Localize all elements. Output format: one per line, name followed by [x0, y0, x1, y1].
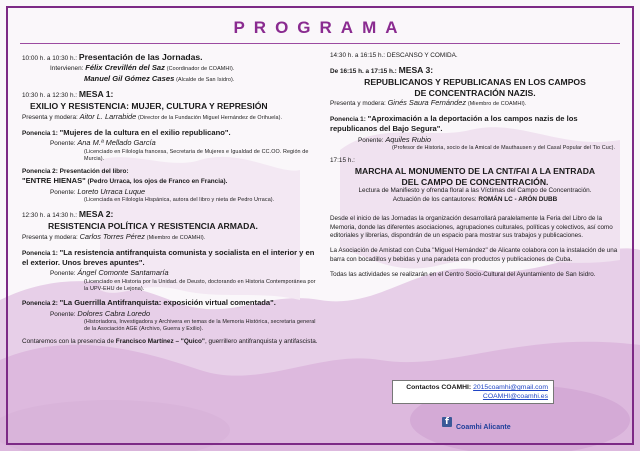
- info-paragraph-cuba: La Asociación de Amistad con Cuba "Miguel Hernández" de Alicante colabora con la instalación de una barra con bocadillos y bebidas y una paradeta con productos y publicaciones de Cuba.: [330, 247, 618, 263]
- ponente-label: Ponente:: [50, 188, 76, 196]
- speaker-name: Félix Crevillén del Saz: [85, 63, 165, 73]
- ponencia-title: "La Guerrilla Antifranquista: exposición virtual comentada".: [59, 298, 276, 308]
- ponente-name: Loreto Urraca Luque: [77, 186, 146, 196]
- ponencia-label: Ponencia 1:: [22, 249, 58, 257]
- ponente-label: Ponente:: [50, 140, 76, 148]
- ponente-name: Ángel Comonte Santamaría: [77, 268, 169, 278]
- time: De 16:15 h. a 17:15 h.:: [330, 68, 397, 76]
- block-descanso: [330, 52, 620, 60]
- ponente-label: Ponente:: [50, 270, 76, 278]
- ponente-name: Aquiles Rubio: [385, 134, 431, 144]
- contact-box: [392, 380, 554, 404]
- ponencia-label: Ponencia 2: Presentación del libro:: [22, 167, 129, 175]
- speaker-role: (Coordinador de COAMHI).: [166, 66, 235, 73]
- ponente-role: (Profesor de Historia, socio de la Amical de Mauthausen y del Casal Popular del Tio Cuc).: [392, 145, 616, 152]
- block-ponencia: [330, 114, 620, 152]
- moderator-role: (Miembro de COAMHI).: [467, 101, 527, 108]
- moderator-role: (Director de la Fundación Miguel Hernández de Orihuela).: [138, 115, 283, 122]
- info-paragraph-lugar: Todas las actividades se realizarán en el Centro Socio-Cultural del Ayuntamiento de San Isidro.: [330, 271, 596, 279]
- block-ponencia: [22, 128, 320, 163]
- title-divider: [20, 43, 620, 44]
- marcha-line2: Actuación de los cantautores:: [392, 195, 477, 203]
- info-paragraph-feria: Desde el inicio de las Jornadas la organización desarrollará paralelamente la Feria del Libro de la Memoria, donde las diferentes asociaciones, agrupaciones culturales, políticas y colectivos, así como editoriales y librerías, dispondrán de un espacio para mostrar sus trabajos y publicaciones.: [330, 215, 613, 240]
- footer-note: [22, 338, 320, 346]
- book-title: "ENTRE HIENAS": [22, 176, 86, 186]
- ponencia-title: "Aproximación a la deportación a los campos nazis de los republicanos del Bajo Segura".: [330, 113, 578, 134]
- time: 17:15 h.:: [330, 157, 355, 165]
- email-link-2[interactable]: COAMHI@coamhi.es: [482, 393, 548, 401]
- moderator-name: Carlos Torres Pérez: [79, 232, 146, 242]
- ponente-name: Ana M.ª Mellado García: [77, 138, 156, 148]
- ponente-label: Ponente:: [358, 136, 384, 144]
- block-mesa-3: [330, 65, 620, 108]
- mesa-title-line1: REPUBLICANOS Y REPUBLICANAS EN LOS CAMPOS: [364, 76, 586, 87]
- speaker-role: (Alcalde de San Isidro).: [176, 76, 235, 83]
- block-mesa-2: [22, 209, 320, 242]
- intervienen-label: Intervienen:: [50, 65, 84, 73]
- book-subtitle: (Pedro Urraca, los ojos de Franco en Francia).: [87, 178, 228, 186]
- footer-name: Francisco Martínez – "Quico": [115, 338, 205, 346]
- time: 12:30 h. a 14:30 h.:: [22, 212, 78, 220]
- contact-label: Contactos COAMHI:: [406, 384, 472, 391]
- time: 10:00 h. a 10:30 h.:: [22, 55, 78, 62]
- marcha-line1: Lectura de Manifiesto y ofrenda floral a las Víctimas del Campo de Concentración.: [358, 187, 592, 195]
- speaker-name: Manuel Gil Gómez Cases: [84, 73, 175, 83]
- ponencia-title: "Mujeres de la cultura en el exilio republicano".: [59, 127, 231, 137]
- block-ponencia: [22, 168, 320, 204]
- mesa-title: RESISTENCIA POLÍTICA Y RESISTENCIA ARMADA.: [48, 220, 258, 231]
- left-column: [22, 52, 320, 352]
- block-presentacion: [22, 52, 320, 84]
- ponente-label: Ponente:: [50, 310, 76, 318]
- descanso-text: DESCANSO Y COMIDA.: [386, 52, 458, 59]
- ponencia-title: "La resistencia antifranquista comunista y socialista en el interior y en el exterior. Unos breves apuntes".: [22, 247, 315, 267]
- mesa-label: MESA 3:: [398, 65, 434, 76]
- cantautores: ROMÁN LC - ARÓN DUBB: [478, 195, 558, 203]
- facebook-link[interactable]: [442, 412, 511, 431]
- moderator-name: Aitor L. Larrabide: [79, 112, 137, 122]
- session-title: Presentación de las Jornadas.: [78, 52, 203, 62]
- ponente-role: (Licenciada en Filología Hispánica, autora del libro y nieta de Pedro Urraca).: [84, 197, 275, 204]
- moderator-name: Ginés Saura Fernández: [387, 98, 467, 108]
- presenta-label: Presenta y modera:: [22, 234, 78, 242]
- right-column: [330, 52, 620, 287]
- moderator-role: (Miembro de COAMHI).: [146, 235, 206, 242]
- presenta-label: Presenta y modera:: [330, 100, 386, 108]
- footer-post: , guerrillero antifranquista y antifascista.: [204, 338, 318, 346]
- marcha-title-line1: MARCHA AL MONUMENTO DE LA CNT/FAI A LA ENTRADA: [354, 165, 596, 176]
- block-marcha: [330, 157, 620, 204]
- presenta-label: Presenta y modera:: [22, 114, 78, 122]
- block-mesa-1: [22, 89, 320, 122]
- ponencia-label: Ponencia 1:: [22, 129, 58, 137]
- mesa-title: EXILIO Y RESISTENCIA: MUJER, CULTURA Y REPRESIÓN: [30, 100, 268, 111]
- ponente-role: (Historiadora, Investigadora y Archivera en temas de la Memoria Histórica, secretaria general de la Asociación AGE (Archivo, Guerra y Exilio).: [84, 319, 316, 333]
- block-ponencia: [22, 248, 320, 294]
- ponente-role: (Licenciado en Filología francesa, Secretaria de Mujeres e Igualdad de CC.OO. Región de Murcia).: [84, 148, 309, 162]
- ponencia-label: Ponencia 2:: [22, 300, 58, 308]
- time: 14:30 h. a 16:15 h.:: [330, 52, 386, 59]
- ponente-name: Dolores Cabra Loredo: [77, 308, 151, 318]
- facebook-label: Coamhi Alicante: [456, 424, 511, 431]
- time: 10:30 h. a 12:30 h.:: [22, 92, 78, 100]
- ponente-role: (Licenciado en Historia por la Unidad. de Deusto, doctorando en Historia Contemporánea por la UPV-EHU de Lejona).: [84, 278, 316, 292]
- mesa-label: MESA 2:: [78, 209, 114, 220]
- footer-pre: Contaremos con la presencia de: [22, 338, 115, 346]
- ponencia-label: Ponencia 1:: [330, 115, 366, 123]
- facebook-icon: f: [442, 417, 452, 427]
- page-title: PROGRAMA: [233, 18, 407, 37]
- marcha-title-line2: DEL CAMPO DE CONCENTRACIÓN.: [401, 176, 549, 187]
- email-link-1[interactable]: 2015coamhi@gmail.com: [473, 384, 548, 391]
- block-ponencia: [22, 298, 320, 333]
- mesa-label: MESA 1:: [78, 89, 114, 100]
- mesa-title-line2: DE CONCENTRACIÓN NAZIS.: [414, 87, 536, 98]
